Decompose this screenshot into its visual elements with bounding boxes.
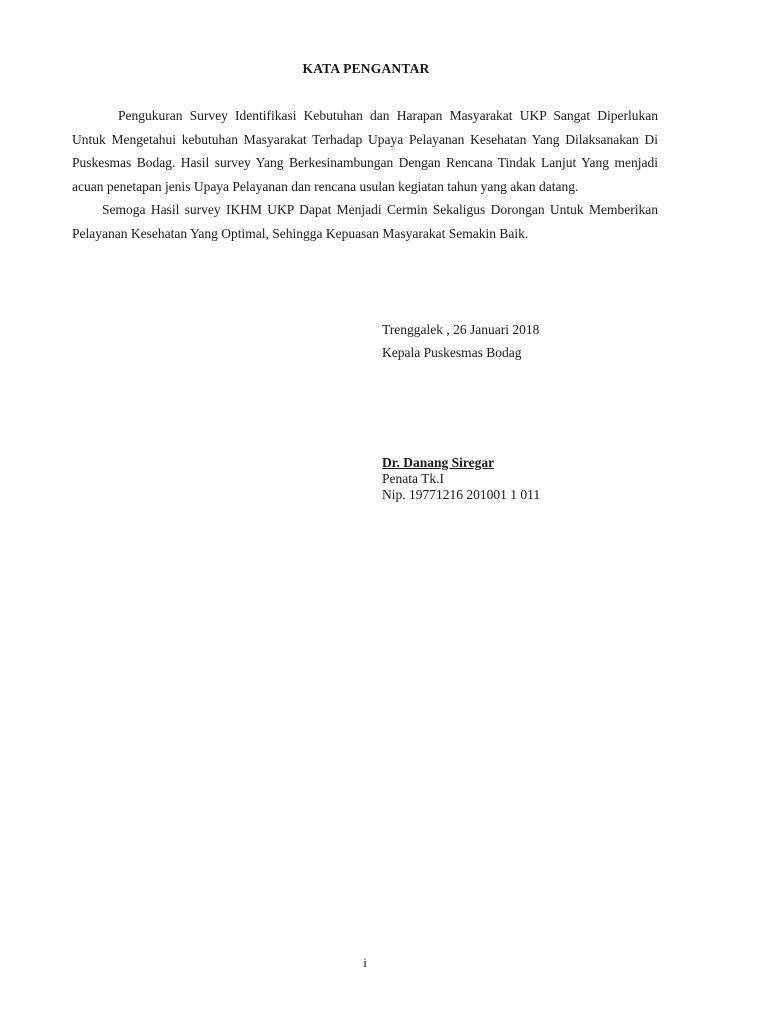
signature-nip: Nip. 19771216 201001 1 011 — [382, 487, 541, 502]
page-title: KATA PENGANTAR — [302, 61, 430, 76]
paragraph-intro: Pengukuran Survey Identifikasi Kebutuhan dan Harapan Masyarakat UKP Sangat Diperlukan Untuk Mengetahui kebutuhan Masyarakat Terhadap Upaya Pelayanan Kesehatan Yang Dilaksanakan Di Puskesmas Bodag. Hasil survey Yang Berkesinambungan Dengan Rencana Tindak Lanjut Yang menjadi acuan penetapan jenis Upaya Pelayanan dan rencana usulan kegiatan tahun yang akan datang. — [72, 108, 658, 194]
signature-block — [382, 318, 682, 503]
signature-place-date: Trenggalek , 26 Januari 2018 — [382, 322, 540, 337]
page-number: i — [363, 955, 367, 970]
signature-name: Dr. Danang Siregar — [382, 455, 495, 470]
signature-position: Kepala Puskesmas Bodag — [382, 345, 522, 360]
paragraph-closing: Semoga Hasil survey IKHM UKP Dapat Menjadi Cermin Sekaligus Dorongan Untuk Memberikan Pelayanan Kesehatan Yang Optimal, Sehingga Kepuasan Masyarakat Semakin Baik. — [72, 202, 658, 241]
signature-rank: Penata Tk.I — [382, 471, 444, 486]
body-text — [72, 104, 658, 245]
